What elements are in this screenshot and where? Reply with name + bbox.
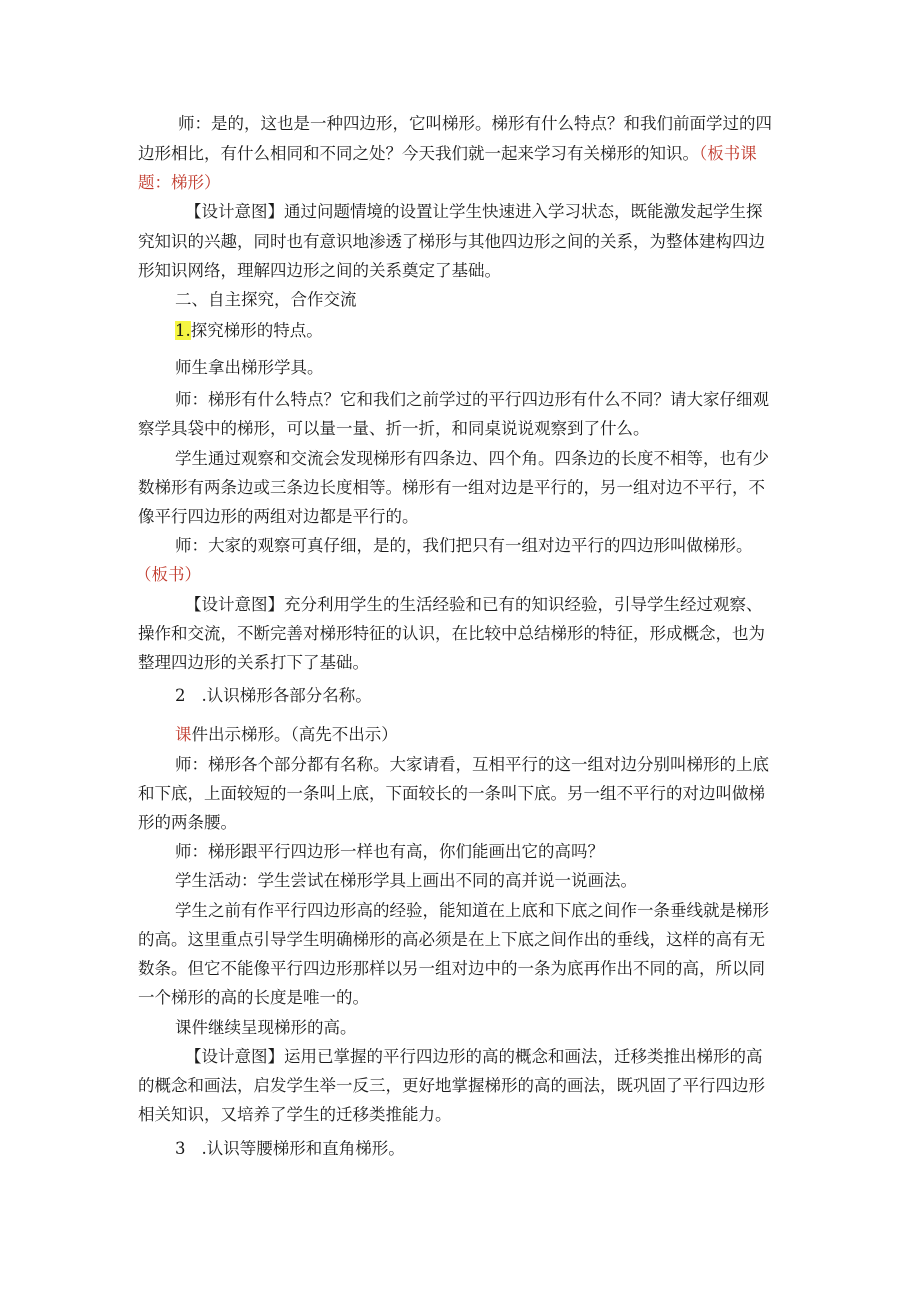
text: 整理四边形的关系打下了基础。 — [138, 653, 369, 672]
text: 学生活动：学生尝试在梯形学具上画出不同的高并说一说画法。 — [175, 871, 637, 890]
text: 相关知识，又培养了学生的迁移类推能力。 — [138, 1105, 452, 1124]
board-note-red: （板书课 — [699, 144, 757, 163]
paragraph-line — [175, 1016, 357, 1040]
paragraph-line — [138, 1103, 452, 1127]
section-heading — [175, 288, 357, 312]
text: 的高。这里重点引导学生明确梯形的高必须是在上下底之间作出的垂线，这样的高有无 — [138, 930, 765, 949]
red-char: 课 — [175, 725, 192, 744]
text: .认识梯形各部分名称。 — [201, 686, 372, 705]
text: 像平行四边形的两组对边都是平行的。 — [138, 507, 419, 526]
paragraph-line — [138, 171, 221, 195]
paragraph-line — [175, 447, 769, 471]
text: 学生通过观察和交流会发现梯形有四条边、四个角。四条边的长度不相等，也有少 — [175, 449, 769, 468]
text: 【设计意图】通过问题情境的设置让学生快速进入学习状态，既能激发起学生探 — [185, 202, 763, 221]
paragraph-line — [135, 563, 201, 587]
highlighted-number: 1. — [175, 321, 191, 340]
section-number: 3 — [175, 1139, 186, 1158]
paragraph-line — [138, 782, 765, 806]
text: 师：是的，这也是一种四边形，它叫梯形。梯形有什么特点？和我们前面学过的四 — [178, 114, 772, 133]
text: 师：大家的观察可真仔细，是的，我们把只有一组对边平行的四边形叫做梯形。 — [175, 536, 753, 555]
text: 形知识网络，理解四边形之间的关系奠定了基础。 — [138, 261, 501, 280]
text: 一个梯形的高的长度是唯一的。 — [138, 988, 369, 1007]
text: 二、自主探究，合作交流 — [175, 290, 357, 309]
section-number: 2 — [175, 686, 186, 705]
paragraph-line — [138, 142, 757, 166]
subsection-heading-2 — [175, 684, 372, 708]
paragraph-line — [175, 899, 769, 923]
paragraph-line — [138, 957, 765, 981]
paragraph-line — [138, 230, 765, 254]
text: 数条。但它不能像平行四边形那样以另一组对边中的一条为底再作出不同的高，所以同 — [138, 959, 765, 978]
paragraph-line — [138, 476, 765, 500]
text: 师：梯形各个部分都有名称。大家请看，互相平行的这一组对边分别叫梯形的上底 — [175, 755, 769, 774]
paragraph-line — [175, 840, 604, 864]
text: 究知识的兴趣，同时也有意识地渗透了梯形与其他四边形之间的关系，为整体建构四边 — [138, 232, 765, 251]
paragraph-line — [185, 1045, 763, 1069]
text: 形的两条腰。 — [138, 813, 237, 832]
text: 【设计意图】运用已掌握的平行四边形的高的概念和画法，迁移类推出梯形的高 — [185, 1047, 763, 1066]
paragraph-line — [138, 986, 369, 1010]
text: 件出示梯形。（高先不出示） — [191, 725, 398, 744]
paragraph-line — [138, 417, 650, 441]
text: 操作和交流，不断完善对梯形特征的认识，在比较中总结梯形的特征，形成概念，也为 — [138, 624, 765, 643]
text: 【设计意图】充分利用学生的生活经验和已有的知识经验，引导学生经过观察、 — [185, 595, 763, 614]
board-note-red: （板书） — [135, 565, 201, 584]
text: 师：梯形有什么特点？它和我们之前学过的平行四边形有什么不同？请大家仔细观 — [175, 390, 769, 409]
paragraph-line — [138, 651, 369, 675]
text: 课件继续呈现梯形的高。 — [175, 1018, 357, 1037]
paragraph-line — [138, 259, 501, 283]
paragraph-line — [138, 928, 765, 952]
paragraph-line — [175, 869, 637, 893]
text: 师：梯形跟平行四边形一样也有高，你们能画出它的高吗？ — [175, 842, 604, 861]
text: 师生拿出梯形学具。 — [175, 358, 324, 377]
board-note-red: 题：梯形） — [138, 173, 221, 192]
paragraph-line — [175, 753, 769, 777]
paragraph-line — [138, 1074, 765, 1098]
text: 数梯形有两条边或三条边长度相等。梯形有一组对边是平行的，另一组对边不平行，不 — [138, 478, 765, 497]
text: 探究梯形的特点。 — [190, 321, 323, 340]
paragraph-line — [175, 534, 753, 558]
text: 学生之前有作平行四边形高的经验，能知道在上底和下底之间作一条垂线就是梯形 — [175, 901, 769, 920]
text: 察学具袋中的梯形，可以量一量、折一折，和同桌说说观察到了什么。 — [138, 419, 650, 438]
text: 边形相比，有什么相同和不同之处？今天我们就一起来学习有关梯形的知识。 — [138, 144, 699, 163]
text: 的概念和画法，启发学生举一反三，更好地掌握梯形的高的画法，既巩固了平行四边形 — [138, 1076, 765, 1095]
paragraph-line — [138, 811, 237, 835]
paragraph-line — [138, 622, 765, 646]
paragraph-line — [138, 505, 419, 529]
subsection-heading-1 — [175, 319, 323, 343]
paragraph-line — [175, 356, 324, 380]
subsection-heading-3 — [175, 1137, 405, 1161]
paragraph-line — [178, 112, 772, 136]
text: 和下底，上面较短的一条叫上底，下面较长的一条叫下底。另一组不平行的对边叫做梯 — [138, 784, 765, 803]
paragraph-line — [175, 723, 398, 747]
paragraph-line — [185, 200, 763, 224]
paragraph-line — [185, 593, 763, 617]
paragraph-line — [175, 388, 769, 412]
text: .认识等腰梯形和直角梯形。 — [201, 1139, 405, 1158]
